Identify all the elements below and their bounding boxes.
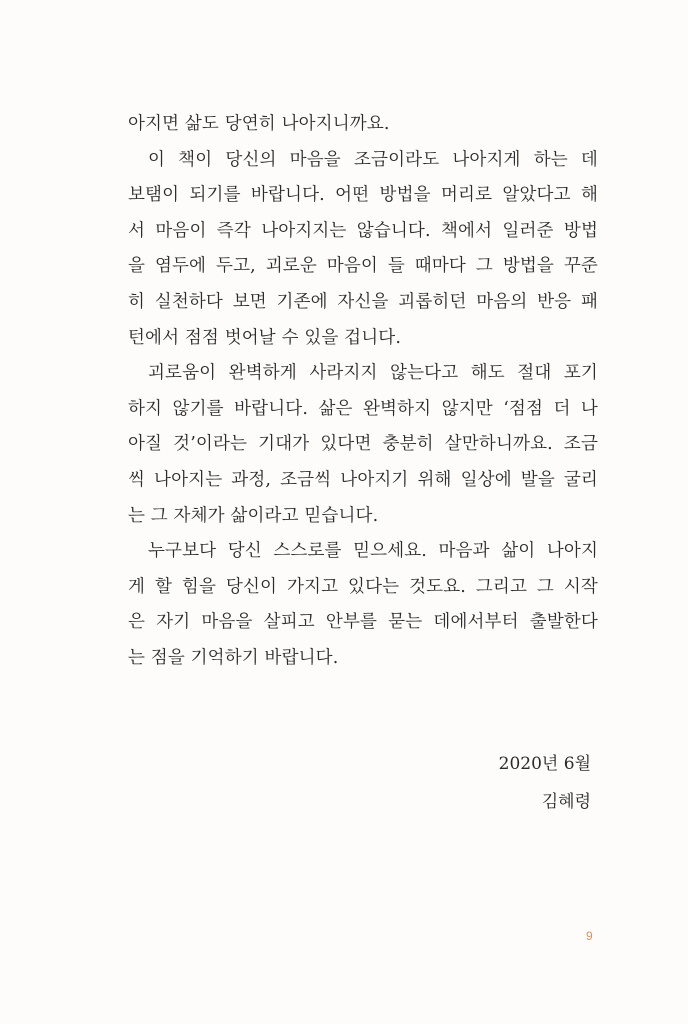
text-line: 아질 것’이라는 기대가 있다면 충분히 살만하니까요. 조금 — [128, 434, 598, 455]
signature-date: 2020년 6월 — [498, 754, 591, 774]
text-line: 게 할 힘을 당신이 가지고 있다는 것도요. 그리고 그 시작 — [128, 576, 598, 597]
text-line: 는 그 자체가 삶이라고 믿습니다. — [128, 505, 379, 526]
body-text — [128, 107, 598, 677]
text-line: 씩 나아지는 과정, 조금씩 나아지기 위해 일상에 발을 굴리 — [128, 469, 598, 490]
text-line: 이 책이 당신의 마음을 조금이라도 나아지게 하는 데 — [148, 149, 598, 170]
text-line: 서 마음이 즉각 나아지지는 않습니다. 책에서 일러준 방법 — [128, 220, 598, 241]
text-line: 누구보다 당신 스스로를 믿으세요. 마음과 삶이 나아지 — [148, 541, 598, 562]
text-line: 아지면 삶도 당연히 나아지니까요. — [128, 114, 390, 134]
text-line: 는 점을 기억하기 바랍니다. — [128, 647, 339, 668]
text-line: 하지 않기를 바랍니다. 삶은 완벽하지 않지만 ‘점점 더 나 — [128, 398, 598, 419]
text-line: 은 자기 마음을 살피고 안부를 묻는 데에서부터 출발한다 — [128, 612, 598, 633]
text-line: 을 염두에 두고, 괴로운 마음이 들 때마다 그 방법을 꾸준 — [128, 256, 598, 277]
text-line: 턴에서 점점 벗어날 수 있을 겁니다. — [128, 327, 402, 348]
text-line: 히 실천하다 보면 기존에 자신을 괴롭히던 마음의 반응 패 — [128, 291, 598, 312]
page-number: 9 — [586, 929, 593, 943]
signature-author: 김혜령 — [541, 792, 591, 812]
text-line: 괴로움이 완벽하게 사라지지 않는다고 해도 절대 포기 — [148, 363, 598, 384]
text-line: 보탬이 되기를 바랍니다. 어떤 방법을 머리로 알았다고 해 — [128, 185, 598, 206]
